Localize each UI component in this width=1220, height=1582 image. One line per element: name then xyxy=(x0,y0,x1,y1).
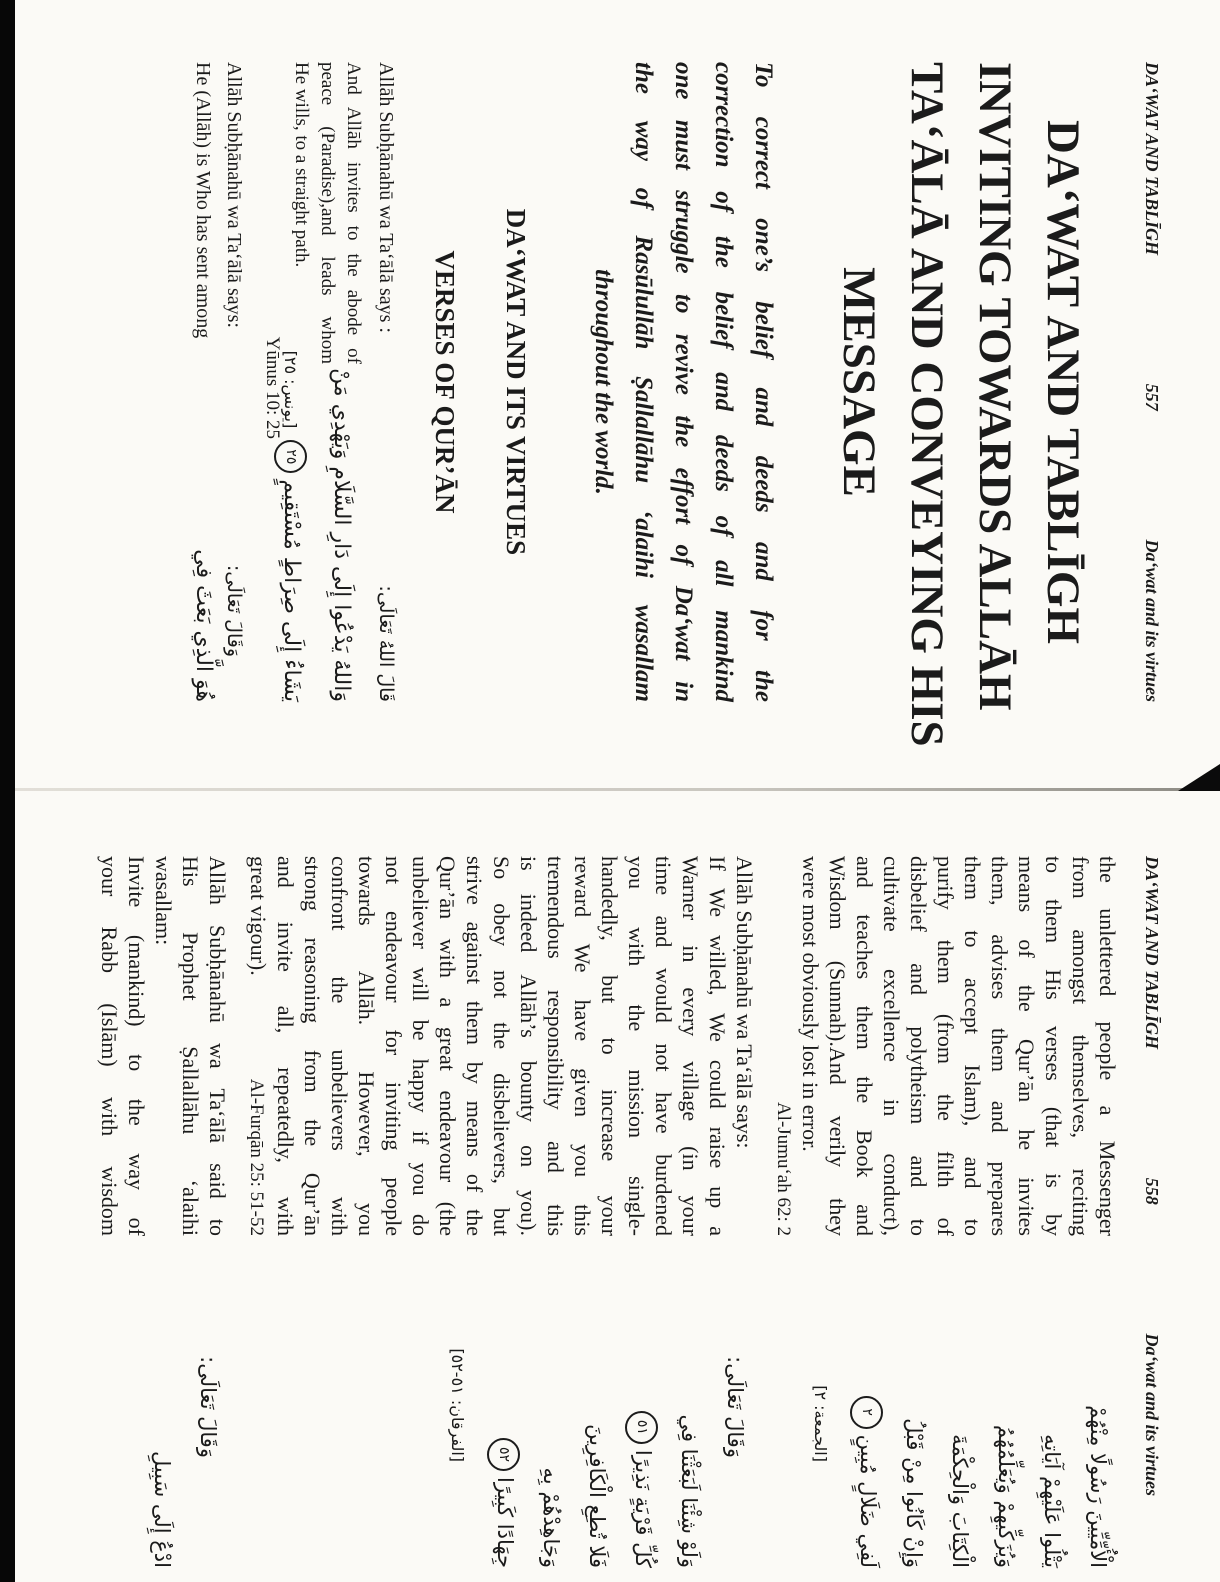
says-english: wasallam: xyxy=(151,856,176,946)
page-558 xyxy=(90,794,1218,1582)
verse-reference: Al-Jumu‘ah 62: 2 xyxy=(773,1101,794,1236)
translation-line: to them His verses (that is by xyxy=(1041,856,1066,1236)
verse-start-row xyxy=(191,62,216,702)
section-heading: DA‘WAT AND ITS VIRTUES xyxy=(501,208,531,556)
running-header xyxy=(1141,62,1162,702)
ayah-end-mark: ٢٥ xyxy=(275,440,308,473)
says-english: Allāh Subḥānahū wa Ta‘ālā said to xyxy=(205,856,230,1236)
intro-line: the way of Rasūlullāh Ṣallallāhu ‘alaihi wasallam xyxy=(630,62,657,702)
verse-block-yunus xyxy=(259,62,366,702)
arabic-line: فَلَا تُطِعِ الْكَافِرِينَ xyxy=(585,1424,609,1568)
header-chapter: DA‘WAT AND TABLĪGH xyxy=(1142,856,1162,1050)
arabic-line: وَجَاهِدْهُمْ بِهِ xyxy=(539,1467,563,1568)
translation-line: from amongst themselves, reciting xyxy=(1068,856,1093,1236)
arabic-column xyxy=(139,1330,231,1568)
arabic-line: كُلِّ قَرْيَةٍ نَذِيرًا٥١ xyxy=(620,1330,666,1568)
arabic-reference: [يونس: ٢٥] xyxy=(281,350,300,429)
says-english: His Prophet Ṣallallāhu ‘alaihi xyxy=(178,856,203,1236)
translation-line: unbeliever will be happy if you do xyxy=(408,856,433,1236)
chapter-intro xyxy=(583,62,783,702)
arabic-reference: [الفرقان: ٥١-٥٢] xyxy=(448,1348,467,1462)
translation-line: strive against them by means of the xyxy=(462,856,487,1236)
ayah-end-mark: ٢ xyxy=(851,1396,884,1429)
translation-line: reward We have given you this xyxy=(570,856,595,1236)
translation-line: disbelief and polytheism and to xyxy=(906,856,931,1236)
translation-line: and teaches them the Book and xyxy=(852,856,877,1236)
says-arabic: وَقَالَ تَعَالَى: xyxy=(196,1356,220,1458)
says-arabic: قَالَ اللهُ تَعَالَى: xyxy=(375,585,397,702)
arabic-column xyxy=(797,1330,1121,1568)
says-arabic: وَقَالَ تَعَالَى: xyxy=(223,564,245,657)
arabic-line: الْكِتَابَ وَالْحِكْمَةَ xyxy=(948,1434,972,1568)
page-number: 558 xyxy=(1142,1177,1162,1205)
arabic-reference: [الجمعة: ٢] xyxy=(811,1385,830,1462)
arabic-line: يَشَاءُ إِلَى صِرَاطٍ مُسْتَقِيمٍ٢٥[يونس: ٢٥] xyxy=(265,380,316,702)
translation-last-row xyxy=(243,856,272,1236)
translation-line: you with the mission single- xyxy=(624,856,649,1236)
says-english: Allāh Subḥānahū wa Ta‘ālā says: xyxy=(223,62,245,328)
says-row xyxy=(374,62,397,702)
translation-line: Wisdom (Sunnah).And verily they xyxy=(825,856,850,1236)
chapter-title-line: DA‘WAT AND TABLĪGH xyxy=(1037,119,1089,645)
chapter-title-line: INVITING TOWARDS ALLĀH xyxy=(969,62,1021,711)
says-english: Allāh Subḥānahū wa Ta‘ālā says : xyxy=(375,62,397,333)
arabic-line: وَلَوْ شِئْنَا لَبَعَثْنَا فِي xyxy=(677,1414,701,1568)
translation-line: not endeavour for inviting people xyxy=(381,856,406,1236)
arabic-line: يَتْلُوا عَلَيْهِمْ آيَاتِهِ xyxy=(1040,1434,1064,1568)
translation-line: He wills, to a straight path. xyxy=(291,62,312,268)
verse-block-jumuah xyxy=(770,856,1121,1568)
translation-line: Invite (mankind) to the way of xyxy=(124,856,149,1236)
translation-line: He (Allāh) is Who has sent among xyxy=(192,62,214,339)
chapter-title xyxy=(825,62,1097,747)
chapter-title-line: TA‘ĀLĀ AND CONVEYING HIS xyxy=(901,62,953,747)
verse-reference: Al-Furqān 25: 51-52 xyxy=(246,1078,267,1236)
translation-column xyxy=(243,856,758,1236)
arabic-line: الْأُمِّيِّينَ رَسُولًا مِنْهُمْ xyxy=(1086,1405,1110,1568)
translation-line: and invite all, repeatedly, with xyxy=(273,856,298,1236)
ayah-end-mark: ٥١ xyxy=(626,1411,659,1444)
arabic-line: هُوَ الَّذِي بَعَثَ فِي xyxy=(191,549,216,702)
verse-reference: Yūnus 10: 25 xyxy=(262,336,283,439)
arabic-line: وَاللهُ يَدْعُوا إِلَى دَارِ السَّلَامِ وَيَهْدِي مَنْ xyxy=(329,368,354,702)
says-row xyxy=(222,62,245,702)
intro-line: one must struggle to revive the effort of Da‘wat in xyxy=(670,62,697,702)
translation-line: Warner in every village (in your xyxy=(678,856,703,1236)
translation-line: them to accept Islam), and to xyxy=(960,856,985,1236)
intro-line: throughout the world. xyxy=(590,269,617,495)
translation-line: time and would not have burdened xyxy=(651,856,676,1236)
page-number: 557 xyxy=(1142,383,1162,411)
subsection-heading: VERSES OF QUR’ĀN xyxy=(430,250,460,514)
translation-line: great vigour). xyxy=(246,856,271,976)
translation-line: the unlettered people a Messenger xyxy=(1095,856,1120,1236)
translation-line: your Rabb (Islām) with wisdom xyxy=(97,856,122,1236)
says-english: Allāh Subḥānahū wa Ta‘ālā says: xyxy=(732,856,757,1149)
arabic-line: ادْعُ إِلَى سَبِيلِ xyxy=(150,1451,174,1568)
header-section: Da‘wat and its virtues xyxy=(1142,1333,1162,1496)
translation-line: towards Allāh. However, you xyxy=(354,856,379,1236)
intro-line: To correct one’s belief and deeds and for the xyxy=(750,62,777,702)
translation-line: peace (Paradise),and leads whom xyxy=(317,62,338,364)
translation-column xyxy=(96,856,231,1236)
arabic-line: وَيُزَكِّيهِمْ وَيُعَلِّمُهُمُ xyxy=(994,1424,1018,1568)
page-557 xyxy=(90,0,1218,786)
page-557-content xyxy=(90,0,1218,786)
translation-line: If We willed, We could raise up a xyxy=(705,856,730,1236)
arabic-line: لَفِي ضَلَالٍ مُبِينٍ٢ xyxy=(845,1330,891,1568)
page-fold-seam xyxy=(15,788,1220,791)
arabic-line: جِهَادًا كَبِيرًا٥٢ xyxy=(482,1330,528,1568)
translation-line: cultivate excellence in conduct), xyxy=(879,856,904,1236)
translation-line: So obey not the disbelievers, but xyxy=(489,856,514,1236)
arabic-line: وَإِنْ كَانُوا مِنْ قَبْلُ xyxy=(902,1418,926,1568)
arabic-column xyxy=(434,1330,758,1568)
intro-line: correction of the belief and deeds of all mankind xyxy=(710,62,737,702)
translation-line: them, advises them and prepares xyxy=(987,856,1012,1236)
running-header xyxy=(1141,856,1162,1496)
verse-block-furqan xyxy=(243,856,758,1568)
translation-line: were most obviously lost in error. xyxy=(798,856,823,1152)
translation-line: strong reasoning from the Qur’ān xyxy=(300,856,325,1236)
translation-line: tremendous responsibility and this xyxy=(543,856,568,1236)
header-chapter: DA‘WAT AND TABLĪGH xyxy=(1142,62,1162,256)
translation-line: is indeed Allāh’s bounty on you). xyxy=(516,856,541,1236)
page-558-content xyxy=(90,794,1218,1580)
translation-line: means of the Qur’ān he invites xyxy=(1014,856,1039,1236)
translation-line: And Allāh invites to the abode of xyxy=(343,62,364,364)
translation-line: purify them (from the filth of xyxy=(933,856,958,1236)
header-section: Da‘wat and its virtues xyxy=(1142,539,1162,702)
ayah-end-mark: ٥٢ xyxy=(488,1438,521,1471)
translation-line: confront the unbelievers with xyxy=(327,856,352,1236)
scan-edge-bar xyxy=(0,0,15,1582)
translation-line: Qur’ān with a great endeavour (the xyxy=(435,856,460,1236)
chapter-title-line: MESSAGE xyxy=(833,267,885,497)
says-arabic: وَقَالَ تَعَالَى: xyxy=(723,1356,747,1458)
translation-column xyxy=(770,856,1121,1236)
translation-line: handedly, but to increase your xyxy=(597,856,622,1236)
verse-block-invite xyxy=(96,856,231,1568)
